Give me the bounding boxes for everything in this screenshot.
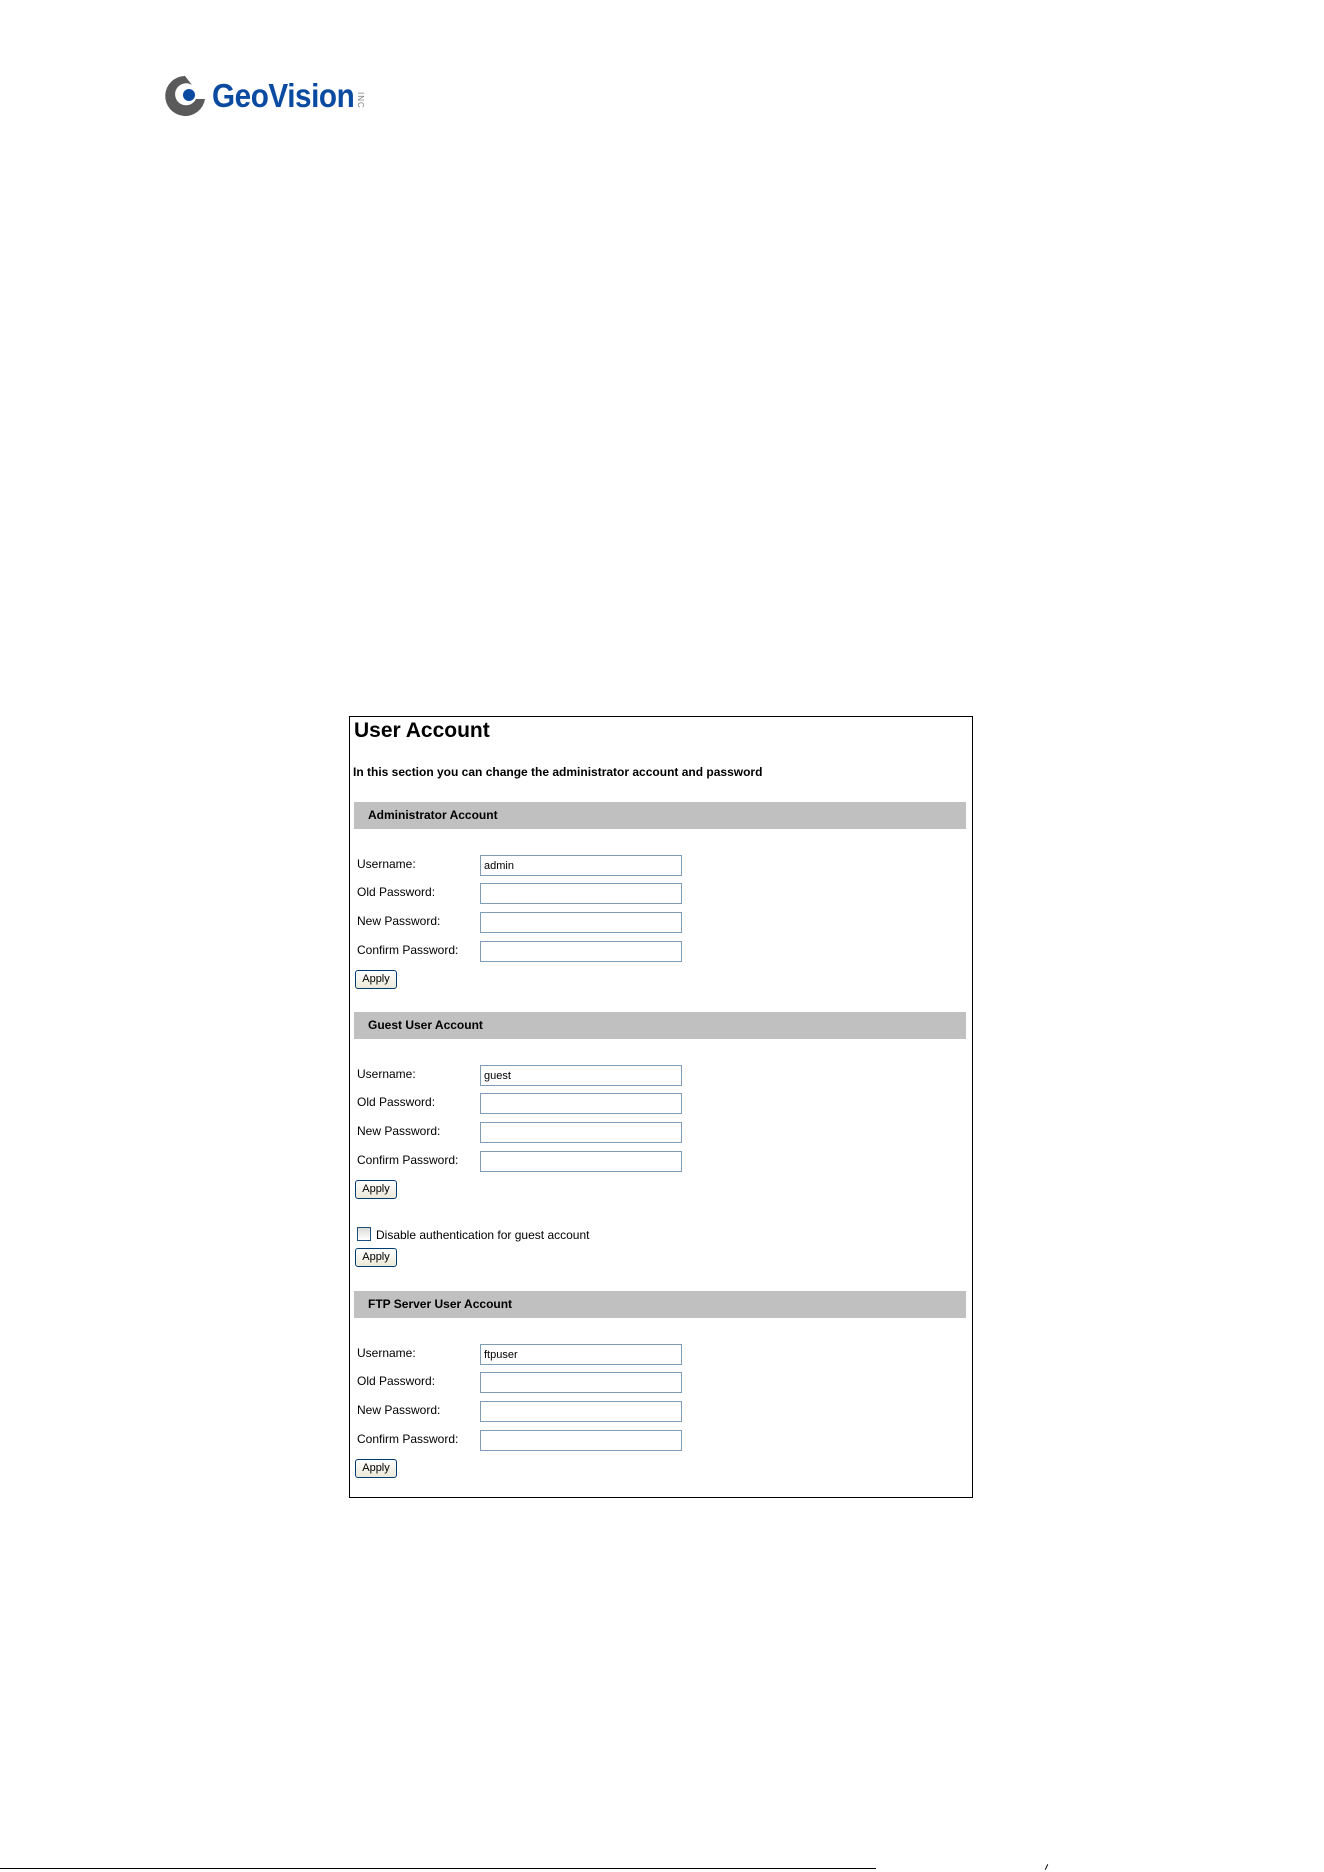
guest-username-input[interactable]: [480, 1065, 682, 1086]
ftp-section-header: FTP Server User Account: [354, 1291, 966, 1318]
guest-old-password-label: Old Password:: [357, 1095, 436, 1109]
admin-new-password-label: New Password:: [357, 914, 441, 928]
ftp-confirm-password-input[interactable]: [480, 1430, 682, 1451]
footer-rule: [0, 1868, 876, 1869]
guest-old-password-input[interactable]: [480, 1093, 682, 1114]
guest-auth-apply-button[interactable]: Apply: [355, 1248, 397, 1267]
admin-username-input[interactable]: [480, 855, 682, 876]
user-account-panel: [349, 716, 973, 1498]
ftp-confirm-password-label: Confirm Password:: [357, 1432, 459, 1446]
ftp-username-label: Username:: [357, 1346, 416, 1360]
brand-suffix: INC: [356, 91, 366, 109]
guest-section-header: Guest User Account: [354, 1012, 966, 1039]
disable-guest-auth-checkbox[interactable]: [357, 1227, 371, 1241]
admin-old-password-label: Old Password:: [357, 885, 436, 899]
page-intro: In this section you can change the administrator account and password: [353, 765, 763, 779]
footer-rule-tick: [1045, 1864, 1048, 1870]
ftp-apply-button[interactable]: Apply: [355, 1459, 397, 1478]
geovision-logo: [162, 66, 365, 126]
ftp-old-password-label: Old Password:: [357, 1374, 436, 1388]
admin-confirm-password-label: Confirm Password:: [357, 943, 459, 957]
ftp-new-password-input[interactable]: [480, 1401, 682, 1422]
geovision-mark-icon: [162, 73, 208, 119]
guest-new-password-label: New Password:: [357, 1124, 441, 1138]
guest-confirm-password-label: Confirm Password:: [357, 1153, 459, 1167]
admin-new-password-input[interactable]: [480, 912, 682, 933]
guest-username-label: Username:: [357, 1067, 416, 1081]
disable-guest-auth-label: Disable authentication for guest account: [376, 1228, 590, 1242]
page-title: User Account: [354, 719, 490, 742]
ftp-new-password-label: New Password:: [357, 1403, 441, 1417]
guest-confirm-password-input[interactable]: [480, 1151, 682, 1172]
guest-apply-button[interactable]: Apply: [355, 1180, 397, 1199]
admin-section-header: Administrator Account: [354, 802, 966, 829]
admin-username-label: Username:: [357, 857, 416, 871]
admin-confirm-password-input[interactable]: [480, 941, 682, 962]
guest-new-password-input[interactable]: [480, 1122, 682, 1143]
ftp-old-password-input[interactable]: [480, 1372, 682, 1393]
ftp-username-input[interactable]: [480, 1344, 682, 1365]
brand-name: GeoVision: [212, 77, 355, 114]
admin-old-password-input[interactable]: [480, 883, 682, 904]
admin-apply-button[interactable]: Apply: [355, 970, 397, 989]
